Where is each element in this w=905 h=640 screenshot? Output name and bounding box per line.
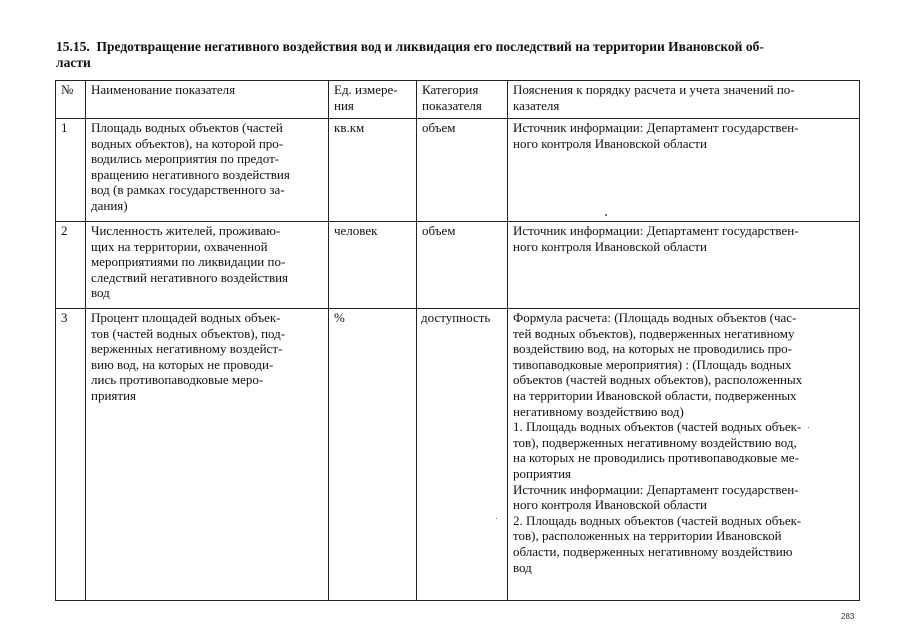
table-row	[56, 119, 860, 222]
scan-speck	[496, 518, 497, 519]
section-title-line-2: ласти	[56, 55, 91, 70]
text-line: ного контроля Ивановской области	[513, 238, 707, 254]
header-name: Наименование показателя	[86, 81, 329, 119]
section-heading	[56, 39, 856, 71]
row-unit: кв.км	[329, 119, 417, 222]
header-notes-line-1: Пояснения к порядку расчета и учета значений по-	[513, 82, 795, 97]
text-line: дания)	[91, 197, 128, 213]
text-line: лись противопаводковые меро-	[91, 372, 264, 388]
row-notes	[508, 309, 860, 601]
text-line: ного контроля Ивановской области	[513, 135, 707, 151]
text-line: Численность жителей, проживаю-	[91, 223, 281, 238]
row-unit: %	[329, 309, 417, 601]
table-header-row	[56, 81, 860, 119]
text-line: верженных негативному воздейст-	[91, 341, 283, 357]
row-indicator-name	[86, 309, 329, 601]
text-line: негативному воздействию вод)	[513, 403, 684, 419]
header-notes-line-2: казателя	[513, 97, 560, 113]
text-line: на территории Ивановской области, подверженных	[513, 387, 797, 403]
header-category-line-1: Категория	[422, 82, 479, 97]
header-notes	[508, 81, 860, 119]
text-line: ного контроля Ивановской области	[513, 497, 707, 513]
table-row	[56, 309, 860, 601]
text-line: Формула расчета: (Площадь водных объектов (час-	[513, 310, 797, 325]
text-line: вращению негативного воздействия	[91, 166, 290, 182]
text-line: вод	[91, 285, 110, 301]
text-line: вию вод, на которых не проводи-	[91, 356, 274, 372]
header-num: №	[56, 81, 86, 119]
text-line: 1. Площадь водных объектов (частей водных объек-	[513, 419, 802, 435]
text-line: следствий негативного воздействия	[91, 269, 289, 285]
text-line: водились мероприятия по предот-	[91, 151, 280, 167]
row-number: 2	[56, 222, 86, 309]
text-line: щих на территории, охваченной	[91, 238, 268, 254]
text-line: тей водных объектов), подверженных негативному	[513, 325, 795, 341]
text-line: приятия	[91, 387, 137, 403]
text-line: Процент площадей водных объек-	[91, 310, 281, 325]
text-line: Площадь водных объектов (частей	[91, 120, 283, 135]
section-number: 15.15.	[56, 39, 90, 54]
text-line: тов), подверженных негативному воздействию вод,	[513, 434, 797, 450]
indicator-table	[55, 80, 860, 601]
text-line: роприятия	[513, 465, 572, 481]
text-line: тов (частей водных объектов), под-	[91, 325, 286, 341]
row-category: объем	[417, 222, 508, 309]
scan-speck	[605, 214, 607, 216]
row-notes	[508, 222, 860, 309]
row-category: объем	[417, 119, 508, 222]
header-unit	[329, 81, 417, 119]
section-heading-line-1	[56, 39, 856, 55]
header-unit-line-1: Ед. измере-	[334, 82, 398, 97]
text-line: на которых не проводились противопаводковые ме-	[513, 450, 799, 466]
header-category	[417, 81, 508, 119]
row-number: 3	[56, 309, 86, 601]
header-category-line-2: показателя	[422, 97, 482, 113]
row-number: 1	[56, 119, 86, 222]
row-category: доступность	[417, 309, 508, 601]
text-line: вод (в рамках государственного за-	[91, 182, 285, 198]
scan-speck	[808, 427, 809, 428]
section-title-line-1: Предотвращение негативного воздействия вод и ликвидация его последствий на территории Ивановской об-	[96, 39, 764, 54]
text-line: мероприятиями по ликвидации по-	[91, 254, 286, 270]
page-number: 283	[841, 612, 855, 621]
row-indicator-name	[86, 119, 329, 222]
header-unit-line-2: ния	[334, 97, 354, 113]
text-line: области, подверженных негативному воздействию	[513, 543, 793, 559]
text-line: 2. Площадь водных объектов (частей водных объек-	[513, 512, 802, 528]
text-line: вод	[513, 559, 532, 575]
text-line: воздействию вод, на которых не проводились про-	[513, 341, 792, 357]
text-line: Источник информации: Департамент государствен-	[513, 223, 799, 238]
text-line: объектов (частей водных объектов), расположенных	[513, 372, 803, 388]
text-line: тивопаводковые мероприятия) : (Площадь водных	[513, 356, 792, 372]
table-row	[56, 222, 860, 309]
text-line: тов), расположенных на территории Ивановской	[513, 528, 782, 544]
text-line: Источник информации: Департамент государствен-	[513, 481, 799, 497]
row-indicator-name	[86, 222, 329, 309]
row-notes	[508, 119, 860, 222]
text-line: Источник информации: Департамент государствен-	[513, 120, 799, 135]
text-line: водных объектов), на которой про-	[91, 135, 284, 151]
row-unit: человек	[329, 222, 417, 309]
